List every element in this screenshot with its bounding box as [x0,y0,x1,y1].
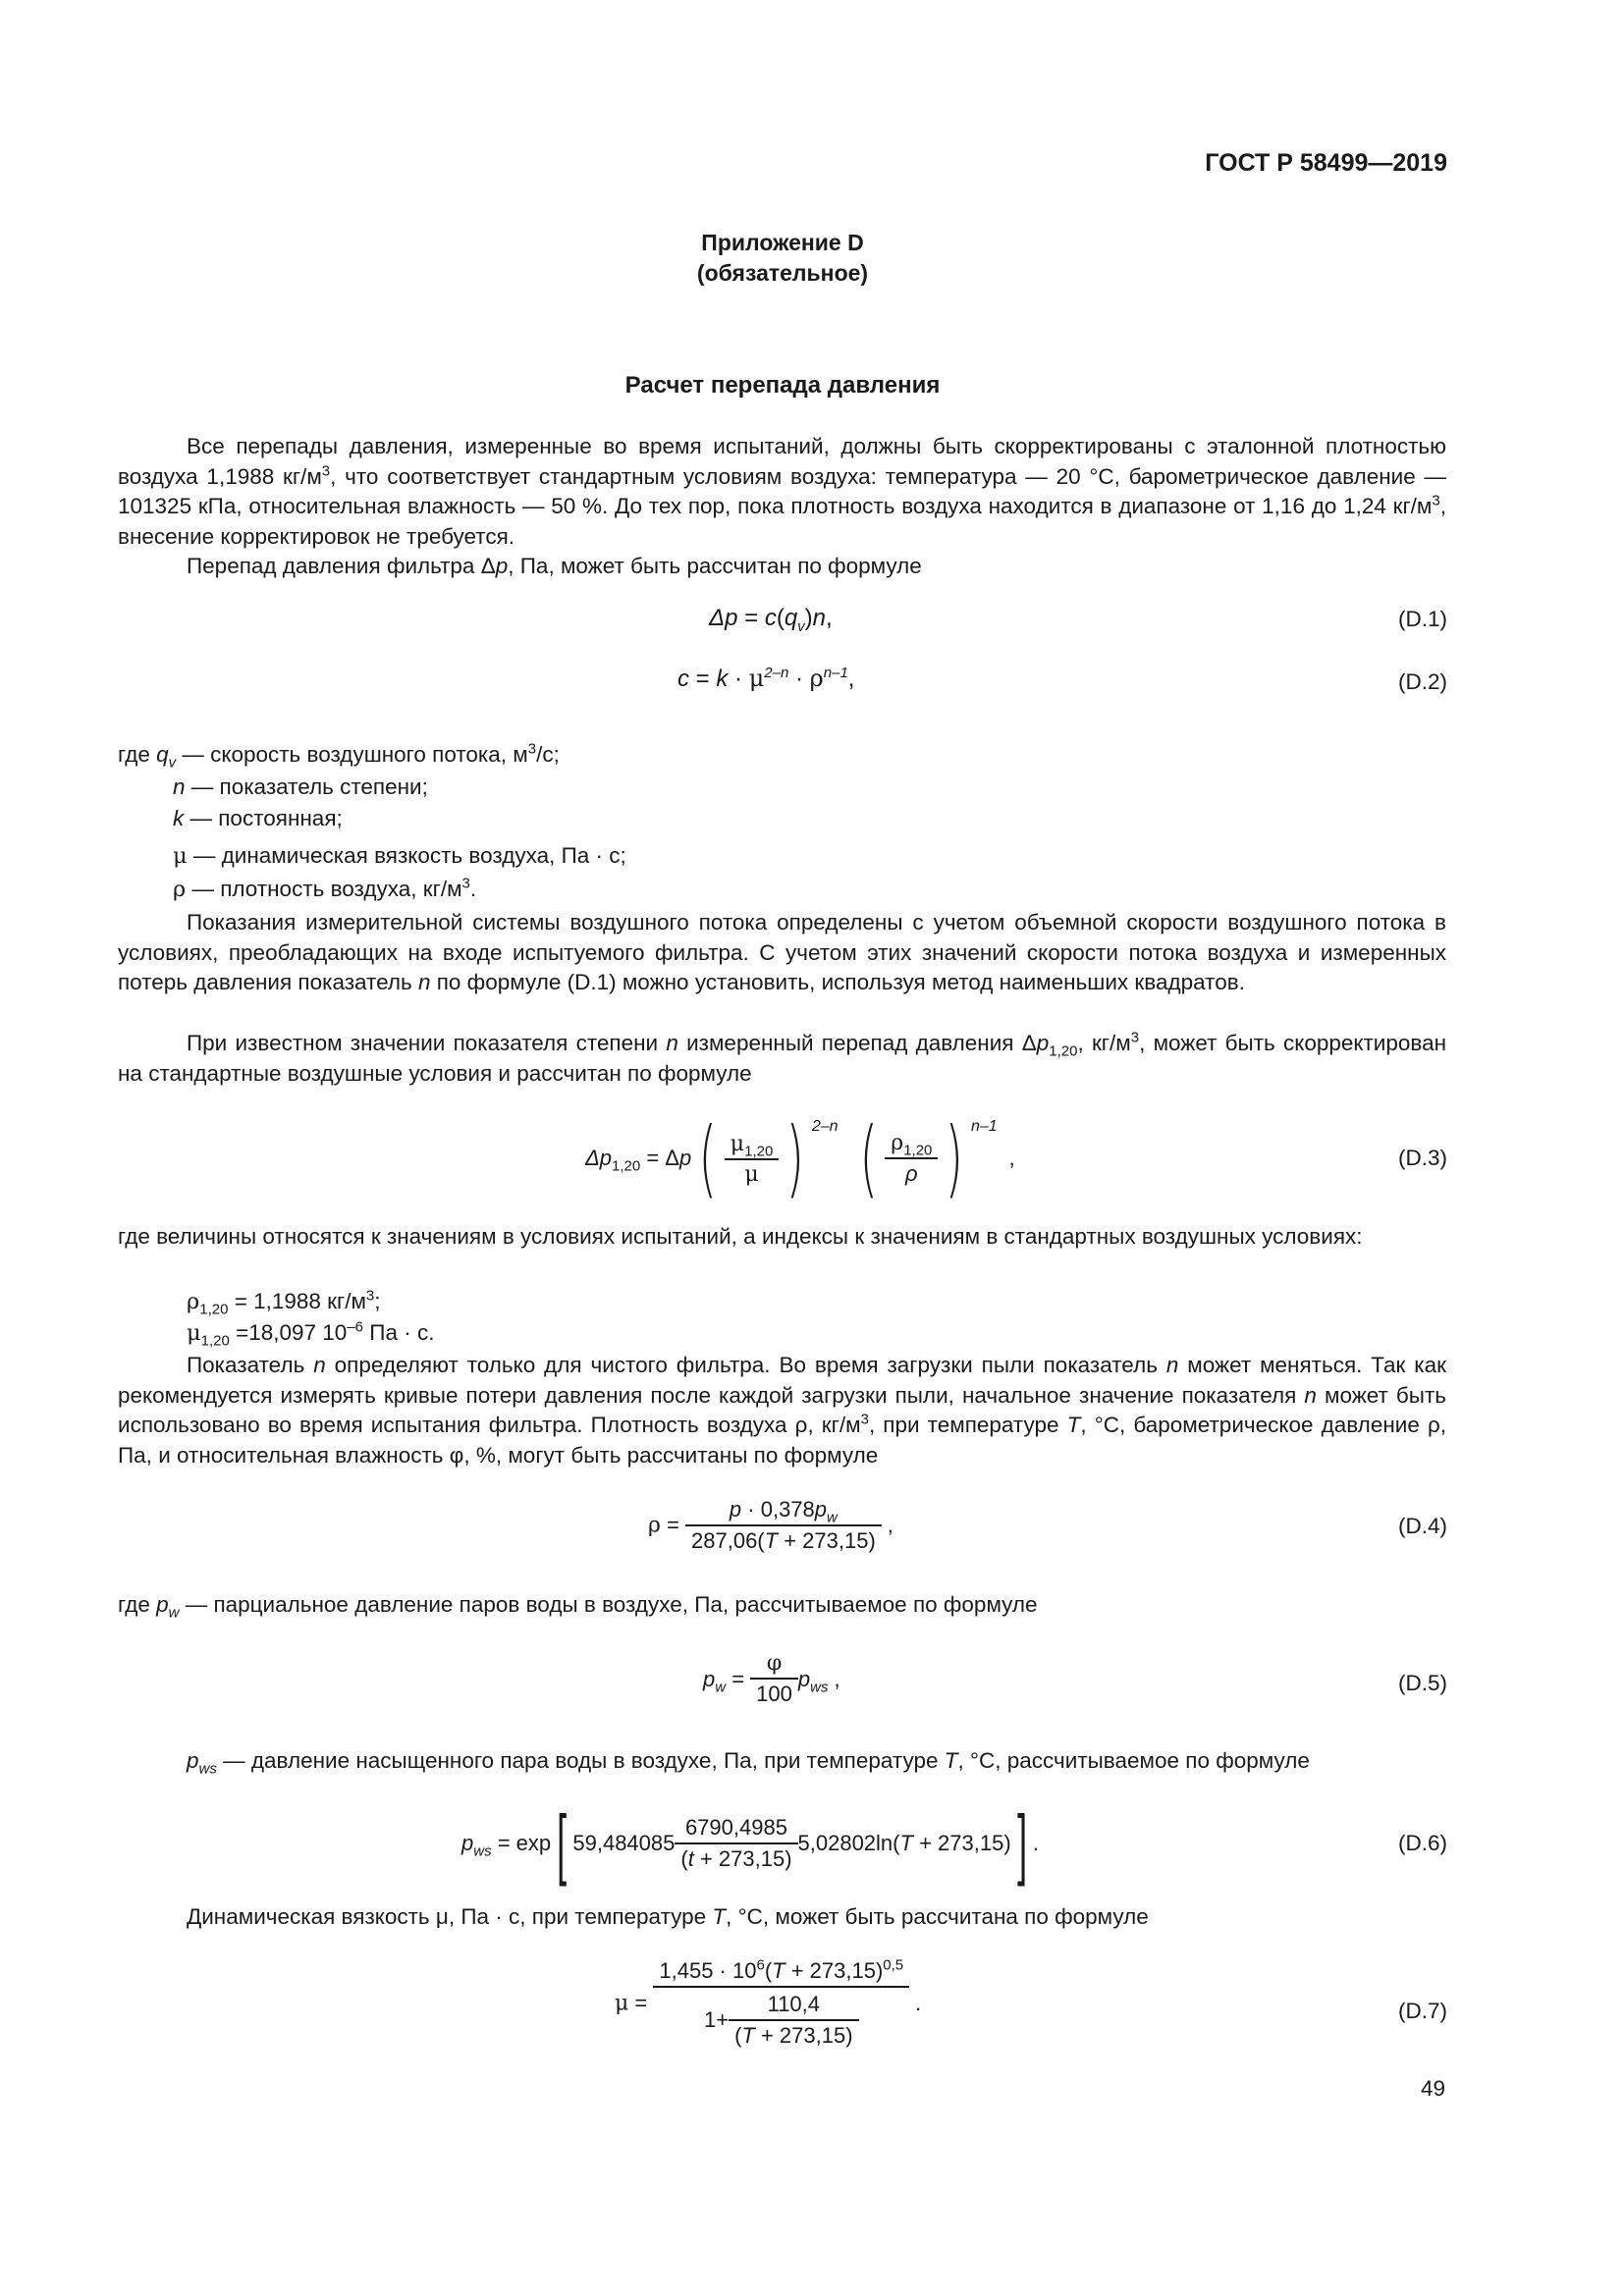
formula-d6: $p_{ws} = \exp$[ 59,484085 $\frac{6790,4985}{(t + 273,15)}$ 5,02802ln(T + 273,15)] . [461,1799,1039,1887]
formula-d3: $\Delta p_{1,20} = \Delta p$( $\frac{\mu_{1,20}}{\mu}$ ) $^{2-n}$ ( $\frac{\rho_{1,20}}{\rho}$ ) $^{n-1}$, [585,1109,1015,1207]
equation-number-d5: (D.5) [1398,1671,1447,1695]
formula-d7: μ = $1,455 \cdot 10^6(T + 273,15)^{0,5}$ 1+ $\frac{110,4}{(T + 273,15)}$ . [615,1956,922,2048]
where-n: n — показатель степени; [173,774,428,799]
paragraph-measurement-system: Показания измерительной системы воздушного потока определены с учетом объемной скорости воздушного потока в условиях, преобладающих на входе испытуемого фильтра. С учетом этих значений скорости потока воздуха и измеренных потерь давления показатель n по формуле (D.1) можно установить, используя метод наименьших квадратов. [118,910,1446,994]
paragraph-where-values: где величины относятся к значениям в условиях испытаний, а индексы к значениям в стандартных воздушных условиях: [118,1224,1363,1249]
equation-number-d1: (D.1) [1398,607,1447,631]
where-qv: где $q_v$ — скорость воздушного потока, $м^3/с$; [118,740,560,772]
section-title: Расчет перепада давления [624,372,941,399]
equation-number-d7: (D.7) [1398,1999,1447,2023]
paragraph-viscosity: Динамическая вязкость μ, Па · с, при температуре T, °С, может быть рассчитана по формуле [187,1904,1149,1929]
where-k: k — постоянная; [173,806,343,830]
formula-d2: $c = k \cdot \mu^{2-n} \cdot \rho^{n-1}$, [677,665,855,692]
std-rho: $\rho_{1,20} = 1,1988$ $кг/м^3$; [187,1287,381,1318]
formula-d4: ρ = $\frac{p \cdot 0,378p_w}{287,06(T + 273,15)}$ , [648,1497,893,1553]
page-number: 49 [1420,2076,1445,2101]
paragraph-air-density: Все перепады давления, измеренные во время испытаний, должны быть скорректированы с эталонной плотностью воздуха 1,1988 $кг/м^3$, что соответствует стандартным условиям воздуха: температура — 20 °С, барометрическое давление — 101325 кПа, относительная влажность — 50 %. До тех пор, пока плотность воздуха находится в диапазоне от 1,16 до 1,24 $кг/м^3$, внесение корректировок не требуется. [118,434,1446,549]
formula-d5: $p_w$ = $\frac{\varphi}{100}$ $p_{ws}$ , [703,1651,840,1706]
equation-number-d6: (D.6) [1398,1831,1447,1855]
paragraph-correction: При известном значении показателя степени n измеренный перепад давления $\Delta p_{1,20}$, $кг/м^3$, может быть скорректирован на стандартные воздушные условия и рассчитан по формуле [118,1029,1447,1086]
paragraph-exponent: Показатель n определяют только для чистого фильтра. Во время загрузки пыли показатель n может меняться. Так как рекомендуется измерять кривые потери давления после каждой загрузки пыли, начальное значение показателя n может быть использовано во время испытания фильтра. Плотность воздуха ρ, $кг/м^3$, при температуре T, °С, барометрическое давление ρ, Па, и относительная влажность φ, %, могут быть рассчитаны по формуле [118,1353,1447,1468]
where-rho: ρ — плотность воздуха, $кг/м^3$. [173,875,477,902]
equation-number-d2: (D.2) [1398,669,1447,694]
formula-d1: $\Delta p = c(q_v)n$, [709,605,833,635]
paragraph-formula-intro: Перепад давления фильтра Δp, Па, может быть рассчитан по формуле [187,554,922,578]
equation-number-d3: (D.3) [1398,1146,1447,1170]
appendix-status: (обязательное) [696,260,869,286]
document-code: ГОСТ Р 58499—2019 [1205,149,1447,177]
paragraph-partial-pressure: где $p_w$ — парциальное давление паров воды в воздухе, Па, рассчитываемое по формуле [118,1592,1038,1622]
appendix-title: Приложение D [701,230,864,255]
where-mu: μ — динамическая вязкость воздуха, Па · с; [173,843,626,869]
appendix-heading [0,228,1565,289]
paragraph-saturation-pressure: $p_{ws}$ — давление насыщенного пара воды в воздухе, Па, при температуре T, °С, рассчитываемое по формуле [187,1748,1310,1778]
equation-number-d4: (D.4) [1398,1514,1447,1538]
std-mu: $\mu_{1,20} =18,097$ $10^{-6}$ Па · с. [187,1318,435,1350]
